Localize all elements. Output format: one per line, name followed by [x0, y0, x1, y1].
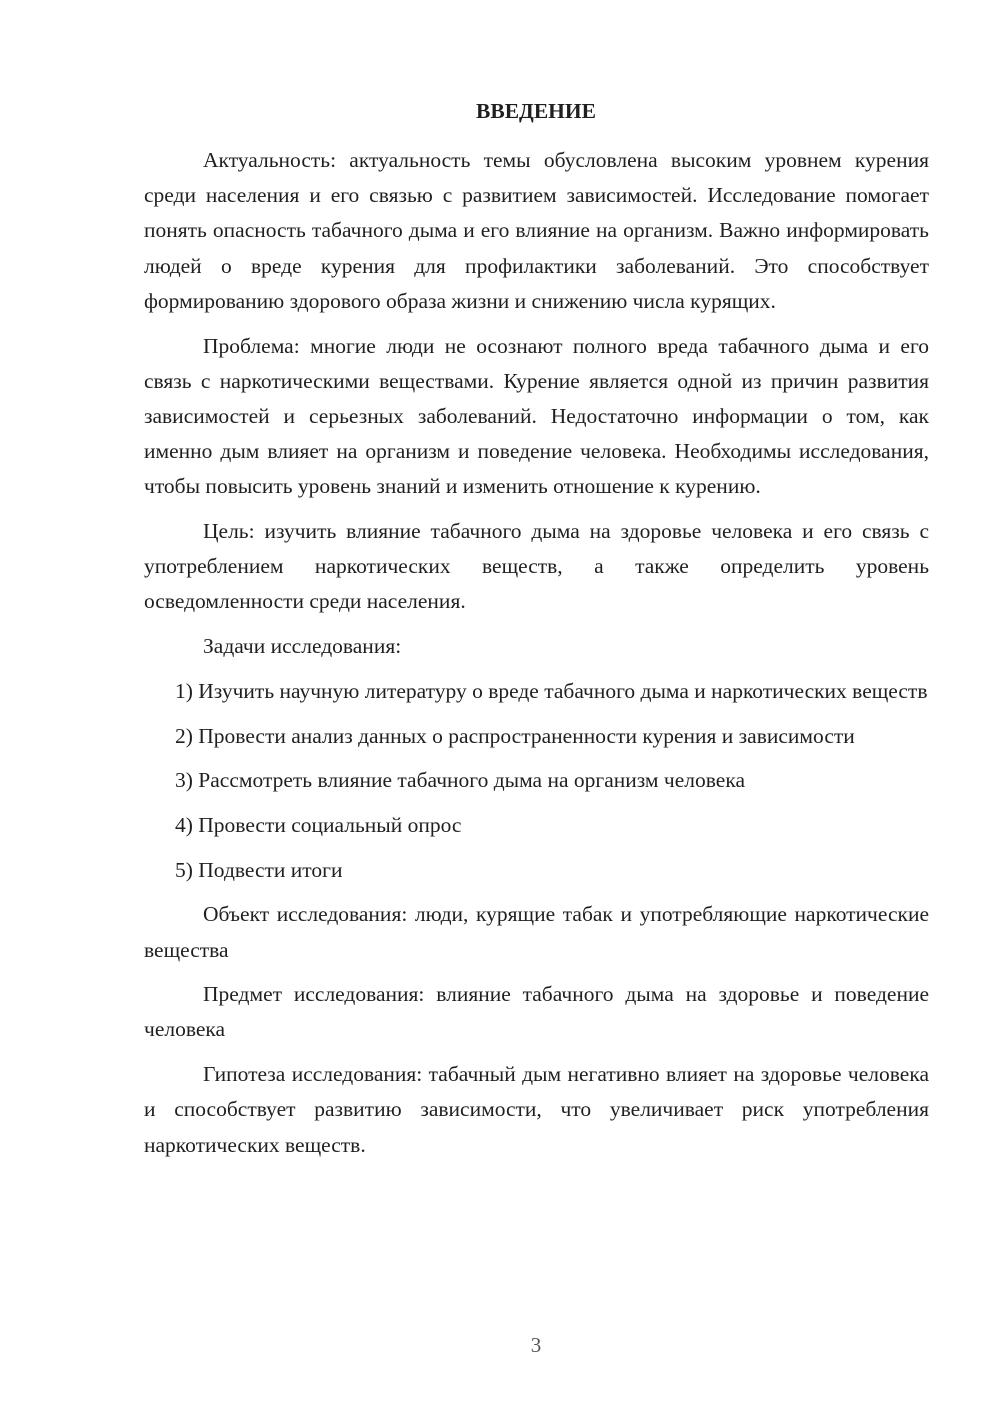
paragraph-relevance: Актуальность: актуальность темы обусловлена высоким уровнем курения среди населения и его связью с развитием зависимостей. Исследование помогает понять опасность табачного дыма и его влияние на организм. Важно информировать людей о вреде курения для профилактики заболеваний. Это способствует формированию здорового образа жизни и снижению числа курящих. — [144, 148, 929, 313]
task-item-1: 1) Изучить научную литературу о вреде табачного дыма и наркотических веществ — [175, 678, 928, 703]
task-item-3: 3) Рассмотреть влияние табачного дыма на организм человека — [175, 768, 745, 793]
paragraph-problem: Проблема: многие люди не осознают полного вреда табачного дыма и его связь с наркотическими веществами. Курение является одной из причин развития зависимостей и серьезных заболеваний. Недостаточно информации о том, как именно дым влияет на организм и поведение человека. Необходимы исследования, чтобы повысить уровень знаний и изменить отношение к курению. — [144, 333, 929, 499]
paragraph-subject: Предмет исследования: влияние табачного дыма на здоровье и поведение человека — [144, 982, 929, 1042]
task-item-2: 2) Провести анализ данных о распространенности курения и зависимости — [175, 723, 855, 748]
paragraph-tasks-heading: Задачи исследования: — [203, 634, 402, 659]
paragraph-goal: Цель: изучить влияние табачного дыма на здоровье человека и его связь с употреблением наркотических веществ, а также определить уровень осведомленности среди населения. — [144, 519, 929, 614]
task-item-5: 5) Подвести итоги — [175, 857, 343, 882]
page-number: 3 — [530, 1333, 542, 1357]
task-item-4: 4) Провести социальный опрос — [175, 812, 462, 837]
document-body — [144, 143, 929, 1172]
page-title: ВВЕДЕНИЕ — [476, 99, 596, 123]
paragraph-object: Объект исследования: люди, курящие табак и употребляющие наркотические вещества — [144, 902, 929, 962]
paragraph-hypothesis: Гипотеза исследования: табачный дым негативно влияет на здоровье человека и способствует развитию зависимости, что увеличивает риск употребления наркотических веществ. — [144, 1062, 929, 1157]
